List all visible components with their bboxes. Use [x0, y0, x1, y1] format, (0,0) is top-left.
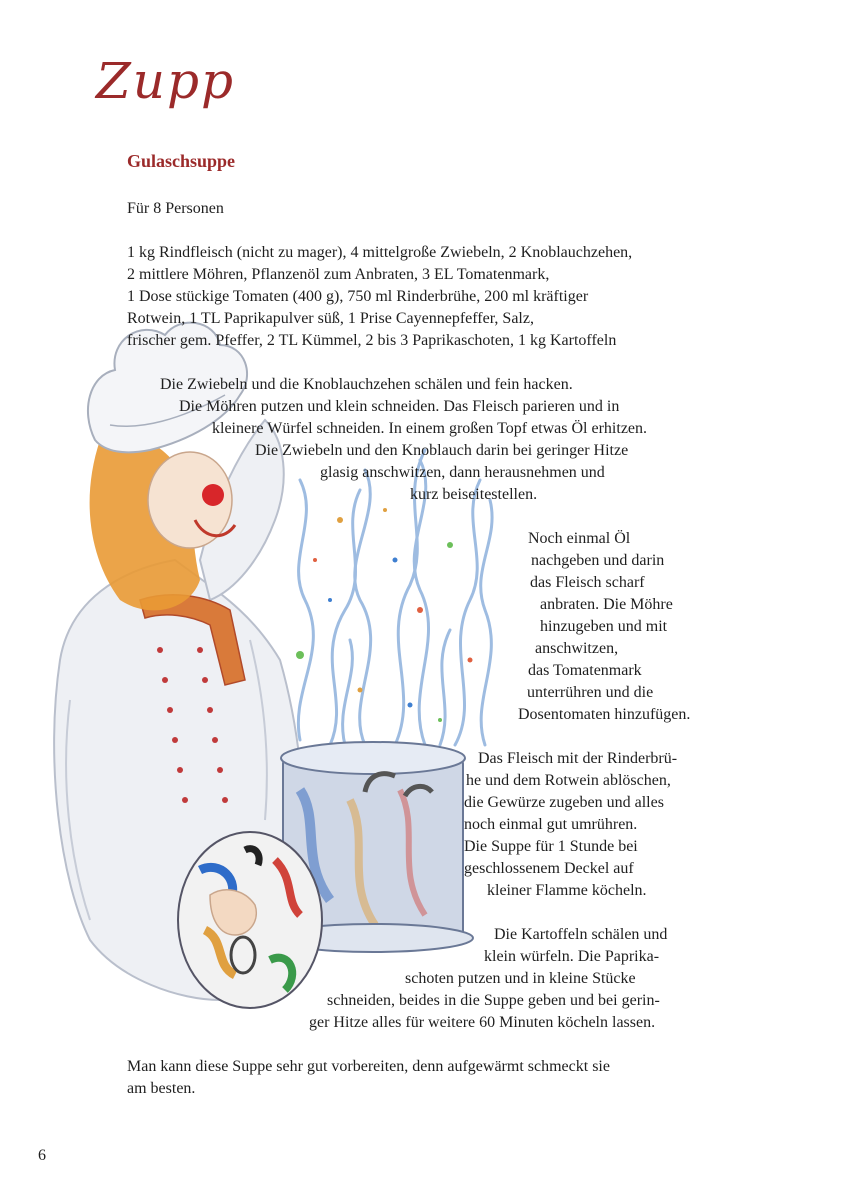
- step-2-line: Noch einmal Öl: [528, 530, 631, 547]
- step-3-line: kleiner Flamme köcheln.: [487, 882, 647, 899]
- step-2-line: anschwitzen,: [535, 640, 619, 657]
- step-2-line: nachgeben und darin: [531, 552, 665, 569]
- step-1-line: Die Zwiebeln und die Knoblauchzehen schälen und fein hacken.: [160, 376, 573, 393]
- recipe-title: Gulaschsuppe: [127, 151, 236, 171]
- ingredients-line: 1 kg Rindfleisch (nicht zu mager), 4 mittelgroße Zwiebeln, 2 Knoblauchzehen,: [127, 244, 633, 261]
- page-number: 6: [38, 1147, 46, 1164]
- step-4-line: schneiden, beides in die Suppe geben und bei gerin-: [327, 992, 660, 1009]
- step-2-line: hinzugeben und mit: [540, 618, 668, 635]
- step-3-line: die Gewürze zugeben und alles: [464, 794, 664, 811]
- step-3-line: Das Fleisch mit der Rinderbrü-: [478, 750, 678, 767]
- step-1-line: kleinere Würfel schneiden. In einem großen Topf etwas Öl erhitzen.: [212, 420, 648, 437]
- step-1-line: Die Zwiebeln und den Knoblauch darin bei geringer Hitze: [255, 442, 629, 459]
- step-4-line: Die Kartoffeln schälen und: [494, 926, 668, 943]
- signature: Zupp: [96, 52, 235, 110]
- ingredients-line: frischer gem. Pfeffer, 2 TL Kümmel, 2 bis 3 Paprikaschoten, 1 kg Kartoffeln: [127, 332, 617, 349]
- step-3-line: geschlossenem Deckel auf: [464, 860, 634, 877]
- step-1-line: glasig anschwitzen, dann herausnehmen und: [320, 464, 605, 481]
- step-4-line: ger Hitze alles für weitere 60 Minuten köcheln lassen.: [309, 1014, 656, 1031]
- step-1-line: Die Möhren putzen und klein schneiden. Das Fleisch parieren und in: [179, 398, 620, 415]
- step-1-line: kurz beiseitestellen.: [410, 486, 538, 503]
- step-2-line: Dosentomaten hinzufügen.: [518, 706, 691, 723]
- step-2-line: das Fleisch scharf: [530, 574, 645, 591]
- step-2-line: unterrühren und die: [527, 684, 654, 701]
- step-4-line: klein würfeln. Die Paprika-: [484, 948, 660, 965]
- splatter-dots: [296, 508, 473, 722]
- ingredients-line: 2 mittlere Möhren, Pflanzenöl zum Anbraten, 3 EL Tomatenmark,: [127, 266, 550, 283]
- step-3-line: Die Suppe für 1 Stunde bei: [464, 838, 638, 855]
- step-4-line: schoten putzen und in kleine Stücke: [405, 970, 636, 987]
- clown-red-nose: [202, 484, 224, 506]
- servings: Für 8 Personen: [127, 200, 224, 217]
- note-line: am besten.: [127, 1080, 196, 1097]
- ingredients-line: Rotwein, 1 TL Paprikapulver süß, 1 Prise Cayennepfeffer, Salz,: [127, 310, 534, 327]
- step-3-line: noch einmal gut umrühren.: [464, 816, 638, 833]
- step-3-line: he und dem Rotwein ablöschen,: [466, 772, 671, 789]
- note-line: Man kann diese Suppe sehr gut vorbereiten, denn aufgewärmt schmeckt sie: [127, 1058, 610, 1075]
- step-2-line: das Tomatenmark: [528, 662, 642, 679]
- ingredients-line: 1 Dose stückige Tomaten (400 g), 750 ml Rinderbrühe, 200 ml kräftiger: [127, 288, 589, 305]
- step-2-line: anbraten. Die Möhre: [540, 596, 673, 613]
